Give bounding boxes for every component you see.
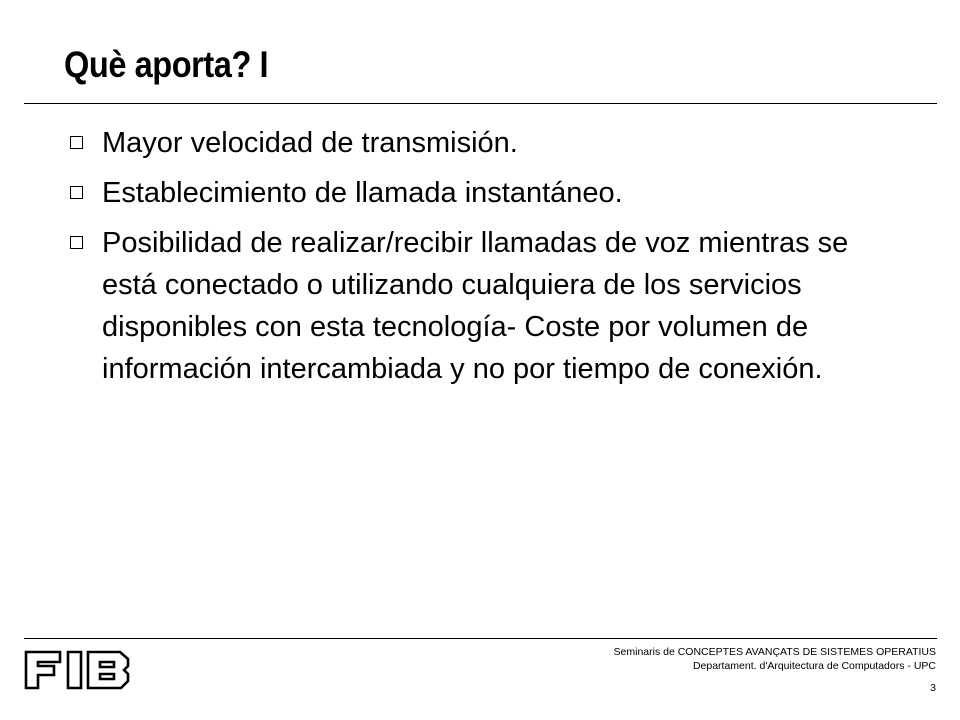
bullet-item	[64, 172, 924, 214]
square-bullet-icon	[70, 136, 83, 149]
footer-info	[614, 645, 936, 695]
slide-title: Què aporta? I	[64, 44, 269, 85]
footer-divider	[24, 638, 937, 639]
bullet-line: disponibles con esta tecnología- Coste por volumen de	[102, 311, 809, 343]
square-bullet-icon	[70, 186, 83, 199]
bullet-line: Posibilidad de realizar/recibir llamadas de voz mientras se	[102, 227, 849, 259]
bullet-list	[64, 122, 924, 398]
bullet-line: Establecimiento de llamada instantáneo.	[102, 177, 623, 209]
fib-logo	[24, 650, 130, 690]
square-bullet-icon	[70, 236, 83, 249]
bullet-line: información intercambiada y no por tiempo de conexión.	[102, 353, 823, 385]
page-number: 3	[930, 682, 936, 694]
bullet-line: Mayor velocidad de transmisión.	[102, 127, 518, 159]
course-name: Seminaris de CONCEPTES AVANÇATS DE SISTEMES OPERATIUS	[613, 646, 936, 658]
bullet-line: está conectado o utilizando cualquiera de los servicios	[102, 269, 802, 301]
bullet-item	[64, 222, 924, 390]
bullet-item	[64, 122, 924, 164]
department-name: Departament. d'Arquitectura de Computadors - UPC	[692, 660, 936, 672]
title-divider	[24, 103, 937, 104]
